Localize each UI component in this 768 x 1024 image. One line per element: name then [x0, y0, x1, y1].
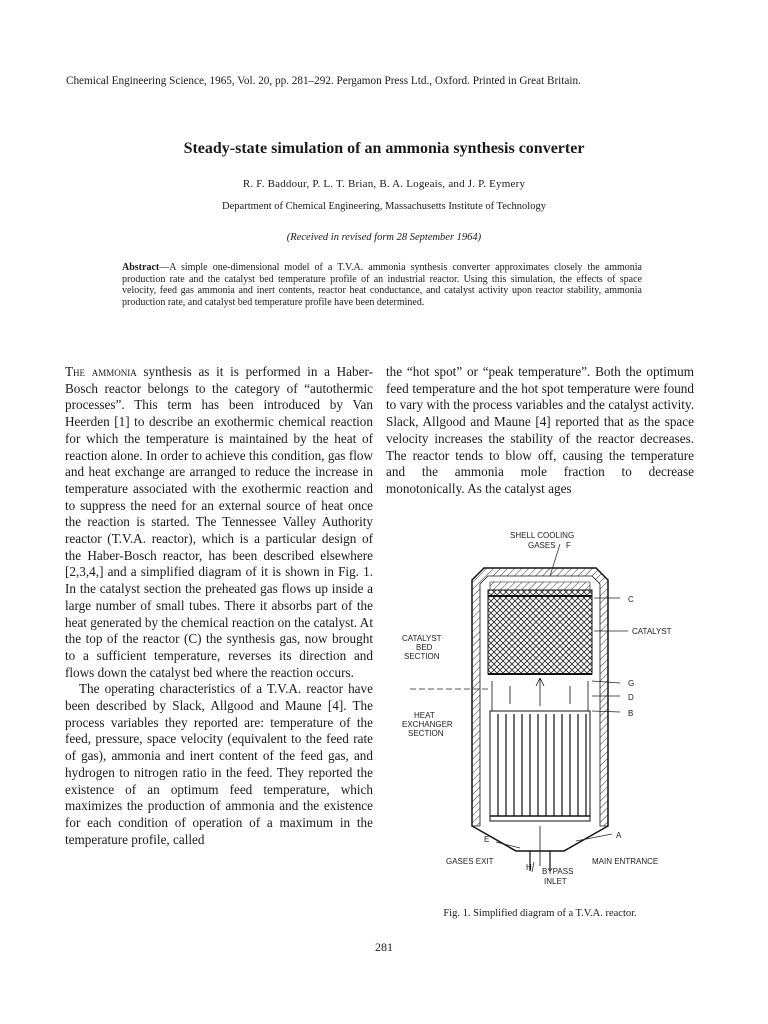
catalyst-bed: [488, 590, 592, 674]
page-number: 281: [375, 940, 393, 954]
affiliation: Department of Chemical Engineering, Massachusetts Institute of Technology: [222, 201, 546, 212]
label-b: B: [628, 709, 634, 718]
label-gases-top: GASES: [528, 541, 556, 550]
label-heat-3: SECTION: [408, 729, 444, 738]
paper-title: Steady-state simulation of an ammonia synthesis converter: [183, 140, 585, 157]
label-f: F: [566, 541, 571, 550]
label-catalyst: CATALYST: [632, 627, 672, 636]
label-a: A: [616, 831, 622, 840]
left-paragraph-2: The operating characteristics of a T.V.A. reactor have been described by Slack, Allgood and Maune [4]. The process variables they reported are: temperature of the feed, pressure, space velocity (equivalent to the feed rate of gas), ammonia and inert content of the feed gas, and hydrogen to nitrogen ratio in the feed. They reported the existence of an optimum feed temperature, which maximizes the production of ammonia and the existence for each condition of operation of a maximum in the temperature profile, called: [65, 681, 373, 847]
right-paragraph-1: the “hot spot” or “peak temperature”. Both the optimum feed temperature and the hot spot temperature were found to vary with the process variables and the catalyst activity. Slack, Allgood and Maune [4] reported that as the space velocity increases the stability of the reactor decreases. The reactor tends to blow off, causing the temperature and the ammonia mole fraction to decrease monotonically. As the catalyst ages: [386, 364, 694, 496]
abstract: [122, 262, 642, 308]
label-d: D: [628, 693, 634, 702]
reactor-diagram: [380, 526, 700, 896]
figure-1: [380, 526, 700, 896]
bottom-ports: [530, 826, 550, 871]
label-main-entrance: MAIN ENTRANCE: [592, 857, 659, 866]
authors: R. F. Baddour, P. L. T. Brian, B. A. Logeais, and J. P. Eymery: [242, 178, 526, 190]
label-bypass: BYPASS: [542, 867, 574, 876]
right-column: [386, 364, 694, 498]
label-c: C: [628, 595, 634, 604]
label-shell-cooling: SHELL COOLING: [510, 531, 575, 540]
lead-in: The ammonia: [65, 364, 137, 379]
label-g: G: [628, 679, 635, 688]
received-date: (Received in revised form 28 September 1964): [286, 232, 482, 243]
label-h: H: [526, 863, 532, 872]
label-heat-2: EXCHANGER: [402, 720, 453, 729]
heat-exchanger: [490, 711, 590, 821]
abstract-text: —A simple one-dimensional model of a T.V.A. ammonia synthesis converter approximates closely the ammonia production rate and the catalyst bed temperature profile of an industrial reactor. Using this simulation, the effects of space velocity, feed gas ammonia and inert contents, reactor heat conductance, and catalyst activity upon reactor stability, ammonia production rate, and catalyst bed temperature profile have been determined.: [122, 262, 642, 308]
abstract-label: Abstract: [122, 262, 160, 273]
left-paragraph-1: [65, 364, 373, 681]
label-catalyst-bed-1: CATALYST: [402, 634, 442, 643]
label-heat-1: HEAT: [414, 711, 435, 720]
label-inlet: INLET: [544, 877, 567, 886]
journal-header: Chemical Engineering Science, 1965, Vol. 20, pp. 281–292. Pergamon Press Ltd., Oxford. Printed in Great Britain.: [66, 75, 581, 87]
label-catalyst-bed-2: BED: [416, 643, 433, 652]
flow-region: [492, 678, 588, 711]
left-column: [65, 364, 373, 848]
left-paragraph-1-text: synthesis as it is performed in a Haber-Bosch reactor belongs to the category of “autothermic processes”. This term has been introduced by Van Heerden [1] to describe an exothermic chemical reaction for which the temperature is maintained by the heat of reaction alone. In order to achieve this condition, gas flow and heat exchange are arranged to reduce the increase in temperature associated with the exothermic reaction and to suppress the need for an external source of heat once the reaction is started. The Tennessee Valley Authority reactor (T.V.A. reactor), which is a particular design of the Haber-Bosch reactor, has been described elsewhere [2,3,4,] and a simplified diagram of it is shown in Fig. 1. In the catalyst section the preheated gas flows up inside a large number of small tubes. There it absorbs part of the heat generated by the chemical reaction on the catalyst. At the top of the reactor (C) the synthesis gas, now brought to a sufficient temperature, reverses its direction and flows down the catalyst bed where the reaction occurs.: [65, 364, 373, 680]
label-e: E: [484, 835, 490, 844]
label-gases-exit: GASES EXIT: [446, 857, 494, 866]
label-catalyst-bed-3: SECTION: [404, 652, 440, 661]
figure-caption: Fig. 1. Simplified diagram of a T.V.A. reactor.: [443, 908, 637, 919]
